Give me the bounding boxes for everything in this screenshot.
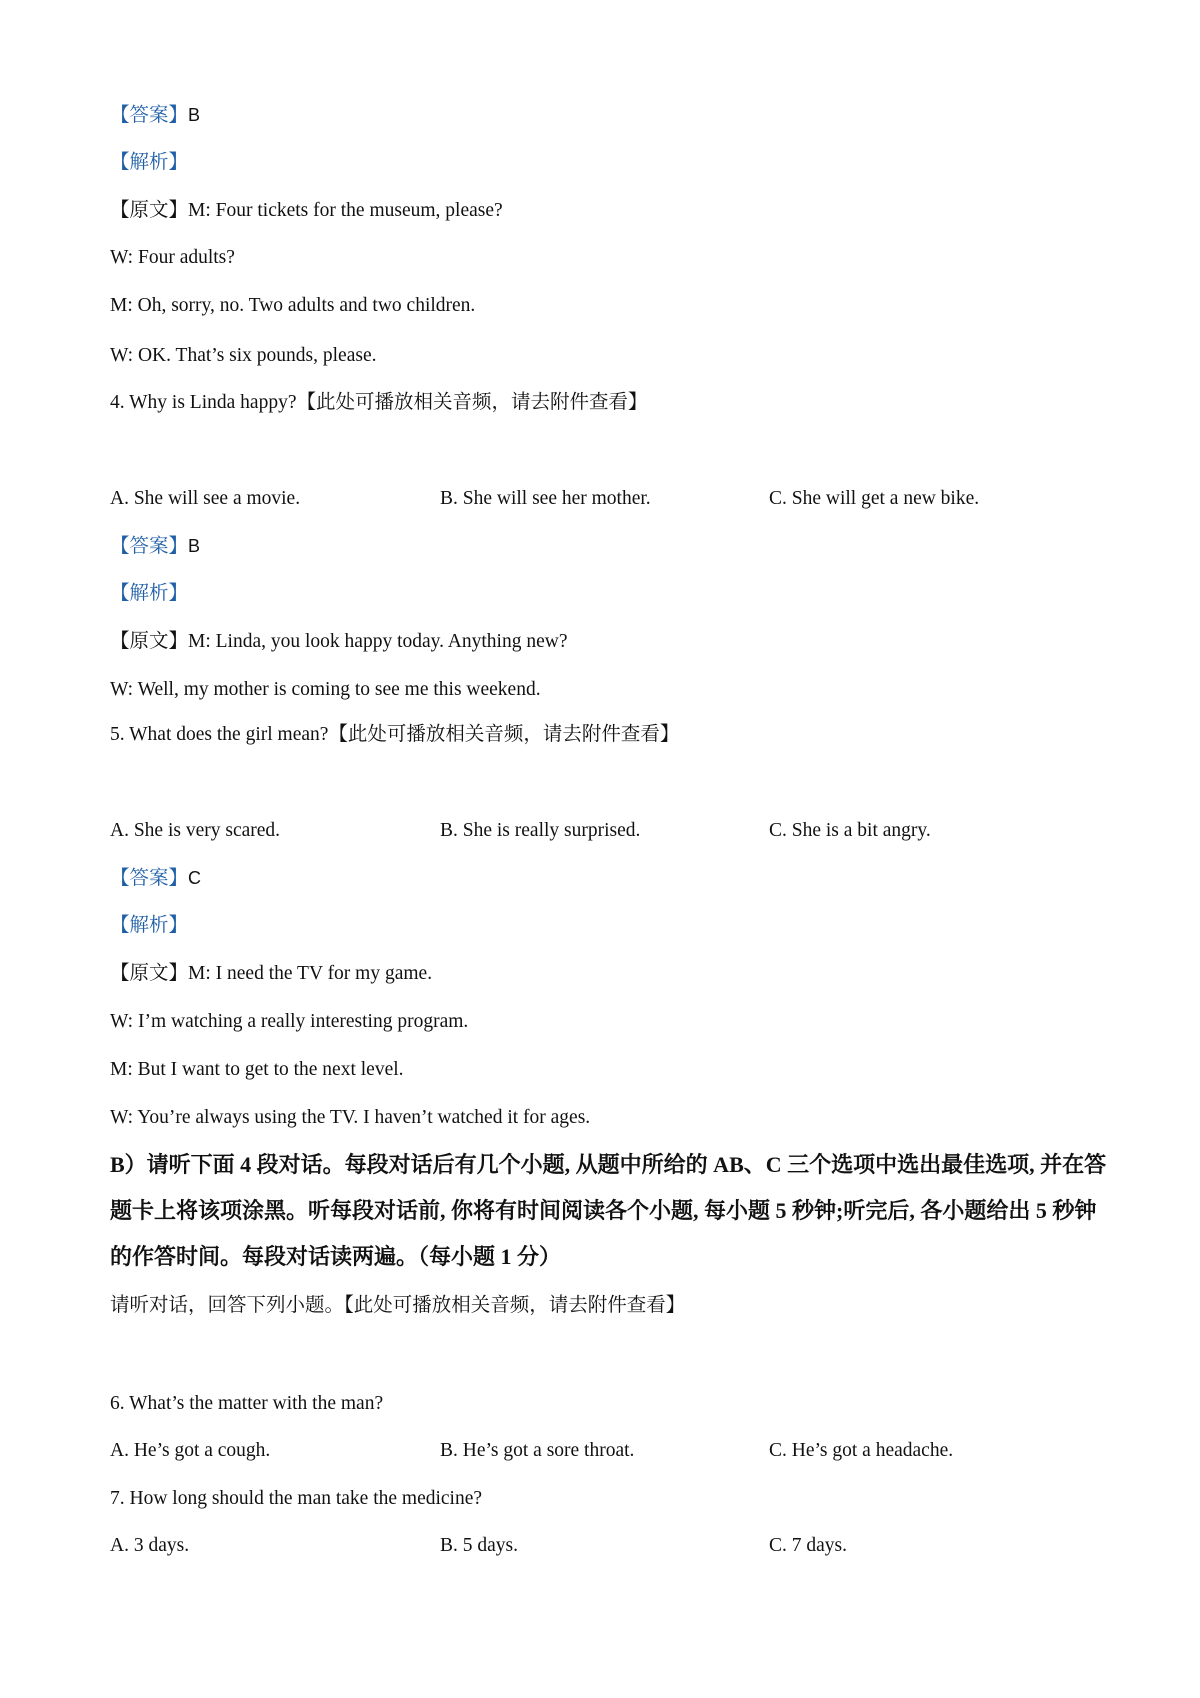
option-c: C. He’s got a headache. — [769, 1440, 954, 1461]
q4-analysis-label: 【解析】 — [110, 583, 189, 604]
dialogue-line: M: Four tickets for the museum, please? — [188, 200, 503, 221]
section-b-prompt: 请听对话，回答下列小题。【此处可播放相关音频，请去附件查看】 — [110, 1295, 686, 1316]
dialogue-line: M: But I want to get to the next level. — [110, 1059, 404, 1080]
dialogue-line: W: Well, my mother is coming to see me this weekend. — [110, 679, 541, 700]
q5-analysis-label: 【解析】 — [110, 915, 189, 936]
dialogue-line: M: I need the TV for my game. — [188, 963, 433, 984]
answer-value: C — [188, 868, 202, 888]
original-label: 【原文】 — [110, 200, 189, 221]
option-b: B. 5 days. — [440, 1535, 518, 1556]
answer-value: B — [188, 105, 201, 125]
q5-question: 5. What does the girl mean?【此处可播放相关音频，请去附件查看】 — [110, 724, 680, 745]
option-a: A. She will see a movie. — [110, 488, 301, 509]
q4-answer — [110, 532, 200, 561]
answer-value: B — [188, 536, 201, 556]
original-label: 【原文】 — [110, 631, 189, 652]
q3-answer — [110, 101, 200, 130]
dialogue-line: W: OK. That’s six pounds, please. — [110, 345, 377, 366]
answer-label: 【答案】 — [110, 105, 189, 126]
option-b: B. She is really surprised. — [440, 820, 641, 841]
dialogue-line: W: I’m watching a really interesting program. — [110, 1011, 469, 1032]
option-a: A. 3 days. — [110, 1535, 190, 1556]
q4-question: 4. Why is Linda happy?【此处可播放相关音频，请去附件查看】 — [110, 392, 648, 413]
q4-original-text — [110, 628, 568, 656]
original-label: 【原文】 — [110, 963, 189, 984]
option-b: B. She will see her mother. — [440, 488, 651, 509]
option-c: C. 7 days. — [769, 1535, 847, 1556]
section-b-instructions: B）请听下面 4 段对话。每段对话后有几个小题, 从题中所给的 AB、C 三个选项中选出最佳选项, 并在答题卡上将该项涂黑。听每段对话前, 你将有时间阅读各个小题, 每小题 5 秒钟;听完后, 各小题给出 5 秒钟的作答时间。每段对话读两遍。（每小题 1 分） — [110, 1152, 1107, 1269]
answer-label: 【答案】 — [110, 868, 189, 889]
dialogue-line: W: You’re always using the TV. I haven’t watched it for ages. — [110, 1107, 591, 1128]
q5-original-text — [110, 960, 432, 988]
q3-analysis-label: 【解析】 — [110, 152, 189, 173]
dialogue-line: W: Four adults? — [110, 247, 235, 268]
option-c: C. She is a bit angry. — [769, 820, 931, 841]
option-c: C. She will get a new bike. — [769, 488, 980, 509]
q7-question: 7. How long should the man take the medicine? — [110, 1488, 483, 1509]
q6-question: 6. What’s the matter with the man? — [110, 1393, 384, 1414]
answer-label: 【答案】 — [110, 536, 189, 557]
option-a: A. She is very scared. — [110, 820, 281, 841]
option-b: B. He’s got a sore throat. — [440, 1440, 635, 1461]
q5-answer — [110, 864, 201, 893]
q3-original-text — [110, 197, 503, 225]
option-a: A. He’s got a cough. — [110, 1440, 271, 1461]
dialogue-line: M: Linda, you look happy today. Anything new? — [188, 631, 568, 652]
dialogue-line: M: Oh, sorry, no. Two adults and two children. — [110, 295, 476, 316]
